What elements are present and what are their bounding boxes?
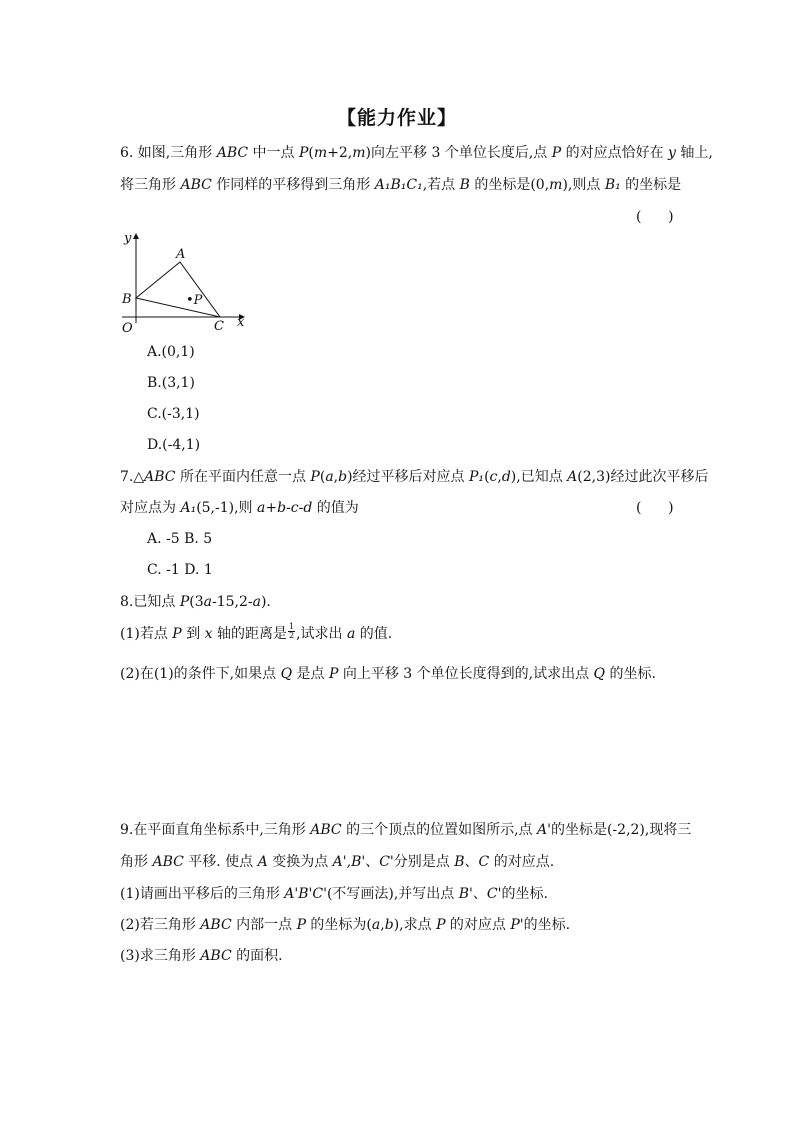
label-b: B [122, 292, 132, 307]
q6-triangle-figure [118, 228, 258, 338]
section-title: 【能力作业】 [336, 107, 457, 129]
q6-answer-paren: ( ) [636, 209, 674, 225]
q6-option-d: D.(-4,1) [147, 437, 201, 453]
q6-line-2: 将三角形 ABC 作同样的平移得到三角形 A₁B₁C₁,若点 B 的坐标是(0,m),则点 B₁ 的坐标是 [120, 177, 682, 193]
q9-sub-3: (3)求三角形 ABC 的面积. [120, 948, 283, 964]
label-o: O [122, 321, 133, 336]
label-p: •P [186, 293, 203, 308]
fraction-one-half: $\frac{1}{2}$ [288, 621, 295, 640]
q9-line-2: 角形 ABC 平移. 使点 A 变换为点 A',B'、C'分别是点 B、C 的对应点. [120, 854, 555, 870]
q9-line-1: 9.在平面直角坐标系中,三角形 ABC 的三个顶点的位置如图所示,点 A'的坐标是(-2,2),现将三 [120, 822, 692, 838]
q6-line-1: 6. 如图,三角形 ABC 中一点 P(m+2,m)向左平移 3 个单位长度后,点 P 的对应点恰好在 y 轴上, [120, 145, 713, 161]
q6-option-b: B.(3,1) [147, 375, 195, 391]
q8-sub-1: (1)若点 P 到 x 轴的距离是 $\frac{1}{2}$ ,试求出 a 的值. [120, 621, 393, 642]
q6-option-a: A.(0,1) [147, 344, 195, 360]
label-a: A [176, 247, 186, 262]
q6-option-c: C.(-3,1) [147, 406, 200, 422]
label-c: C [214, 319, 224, 334]
q7-answer-paren: ( ) [636, 500, 674, 516]
q7-line-2: 对应点为 A₁(5,-1),则 a+b-c-d 的值为 [120, 500, 359, 516]
q7-options-row-2: C. -1 D. 1 [147, 562, 213, 578]
label-x: x [237, 315, 245, 330]
q9-sub-1: (1)请画出平移后的三角形 A'B'C'(不写画法),并写出点 B'、C'的坐标. [120, 886, 548, 902]
label-y: y [124, 231, 132, 246]
q8-line-1: 8.已知点 P(3a-15,2-a). [120, 594, 271, 610]
q7-line-1: 7.△ABC 所在平面内任意一点 P(a,b)经过平移后对应点 P₁(c,d),已知点 A(2,3)经过此次平移后 [120, 469, 709, 485]
q9-sub-2: (2)若三角形 ABC 内部一点 P 的坐标为(a,b),求点 P 的对应点 P'的坐标. [120, 917, 571, 933]
triangle-abc [136, 262, 220, 317]
q7-options-row-1: A. -5 B. 5 [147, 531, 213, 547]
q8-sub-2: (2)在(1)的条件下,如果点 Q 是点 P 向上平移 3 个单位长度得到的,试求出点 Q 的坐标. [120, 666, 656, 682]
